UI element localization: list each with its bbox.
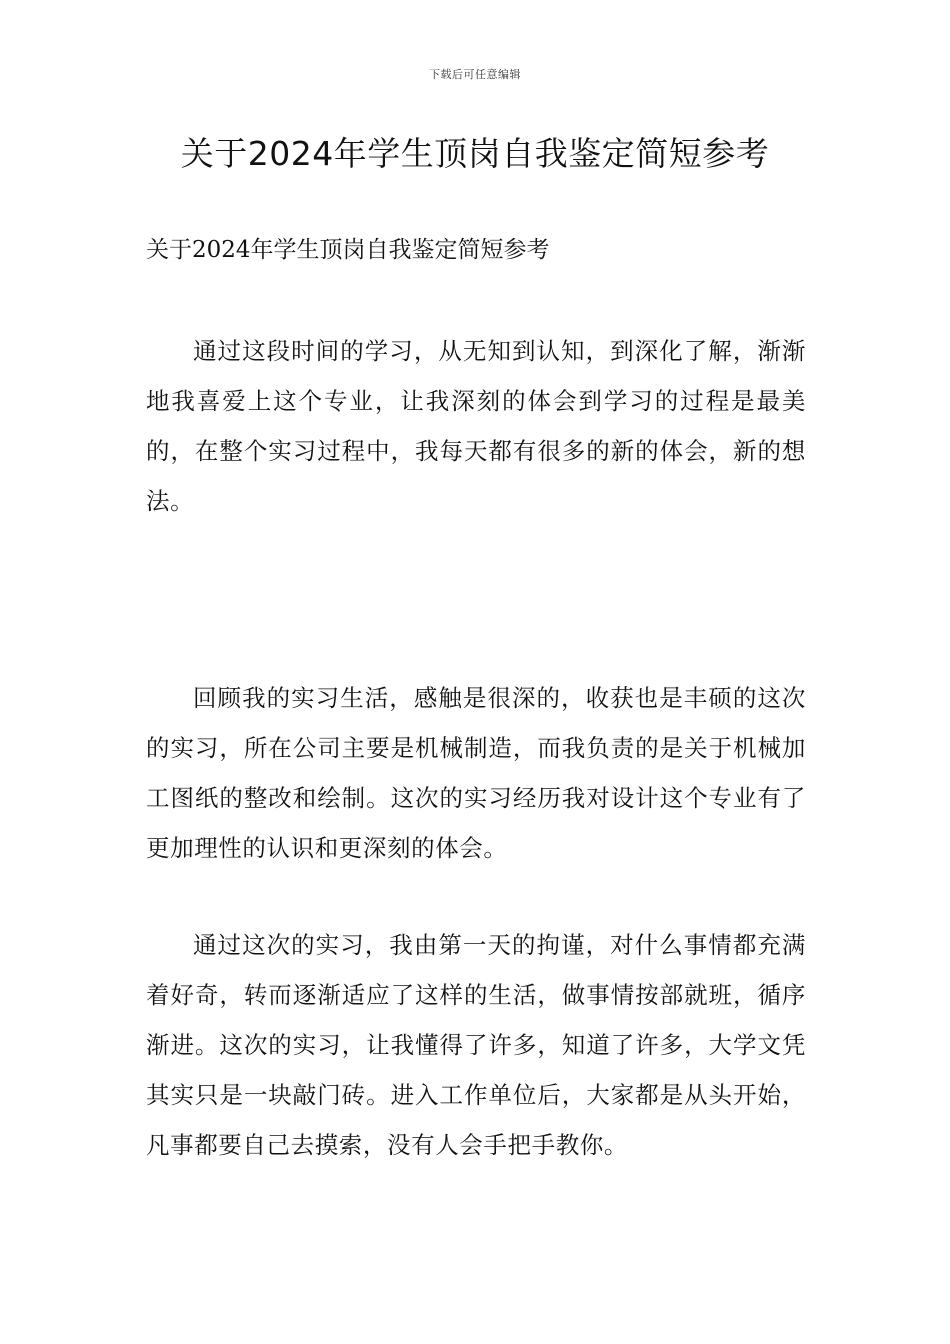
paragraph-3: 通过这次的实习，我由第一天的拘谨，对什么事情都充满着好奇，转而逐渐适应了这样的生活，做事情按部就班，循序渐进。这次的实习，让我懂得了许多，知道了许多，大学文凭其实只是一块敲门砖。进入工作单位后，大家都是从头开始，凡事都要自己去摸索，没有人会手把手教你。: [146, 931, 806, 1159]
document-title: 关于2024年学生顶岗自我鉴定简短参考: [180, 134, 770, 173]
paragraph-1: 通过这段时间的学习，从无知到认知，到深化了解，渐渐地我喜爱上这个专业，让我深刻的体会到学习的过程是最美的，在整个实习过程中，我每天都有很多的新的体会，新的想法。: [146, 337, 806, 515]
paragraph-2: 回顾我的实习生活，感触是很深的，收获也是丰硕的这次的实习，所在公司主要是机械制造，而我负责的是关于机械加工图纸的整改和绘制。这次的实习经历我对设计这个专业有了更加理性的认识和更深刻的体会。: [146, 684, 806, 862]
header-note: 下载后可任意编辑: [429, 68, 521, 81]
document-subtitle: 关于2024年学生顶岗自我鉴定简短参考: [146, 237, 550, 263]
